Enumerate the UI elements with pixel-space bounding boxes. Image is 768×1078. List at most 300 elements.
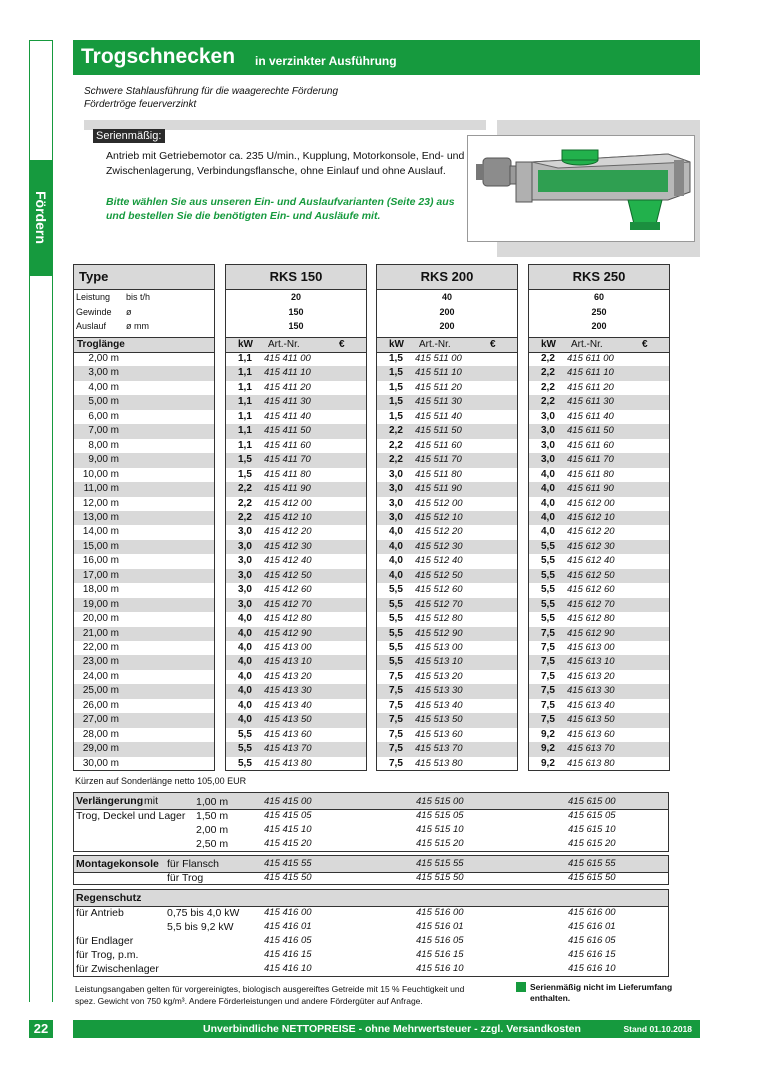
length-row bbox=[74, 395, 214, 410]
model-header bbox=[529, 265, 669, 290]
type-header-label: Type bbox=[79, 269, 109, 284]
length-row bbox=[74, 641, 214, 656]
art-number: 415 513 40 bbox=[415, 699, 463, 711]
regen-art: 415 416 01 bbox=[264, 921, 312, 932]
regen-art: 415 616 01 bbox=[568, 921, 616, 932]
model-row bbox=[226, 381, 366, 396]
model-row bbox=[226, 366, 366, 381]
regen-art: 415 416 05 bbox=[264, 935, 312, 946]
montage-art: 415 615 50 bbox=[568, 872, 616, 883]
verl-art: 415 415 00 bbox=[264, 796, 312, 807]
model-row bbox=[377, 381, 517, 396]
art-number: 415 511 80 bbox=[415, 468, 462, 480]
art-number: 415 511 40 bbox=[415, 410, 462, 422]
kw-value: 3,0 bbox=[541, 410, 555, 422]
art-number: 415 612 50 bbox=[567, 569, 615, 581]
art-number: 415 513 50 bbox=[415, 714, 463, 726]
length-value: 26,00 m bbox=[82, 699, 119, 711]
verl-art: 415 415 20 bbox=[264, 838, 312, 849]
kw-value: 3,0 bbox=[238, 526, 252, 538]
kw-value: 4,0 bbox=[541, 483, 555, 495]
kw-value: 1,5 bbox=[238, 454, 252, 466]
model-row bbox=[377, 554, 517, 569]
art-number: 415 413 60 bbox=[264, 728, 312, 740]
model-row bbox=[226, 699, 366, 714]
kw-value: 1,1 bbox=[238, 396, 252, 408]
art-number: 415 611 30 bbox=[567, 396, 614, 408]
length-row bbox=[74, 583, 214, 598]
art-number: 415 612 40 bbox=[567, 555, 615, 567]
model-spec: 60 bbox=[593, 292, 604, 302]
screw-conveyor-illustration bbox=[468, 136, 694, 241]
model-row bbox=[226, 468, 366, 483]
kw-value: 5,5 bbox=[541, 598, 555, 610]
verlaengerung-title-suffix: mit bbox=[144, 795, 158, 807]
kw-value: 1,5 bbox=[389, 353, 403, 364]
art-number: 415 611 10 bbox=[567, 367, 614, 379]
art-number: 415 411 40 bbox=[264, 410, 311, 422]
regen-art: 415 416 15 bbox=[264, 949, 312, 960]
art-number: 415 612 60 bbox=[567, 584, 615, 596]
model-row bbox=[377, 525, 517, 540]
legend-text: Serienmäßig nicht im Lieferumfang enthalten. bbox=[530, 982, 673, 1003]
product-image bbox=[467, 135, 695, 242]
art-number: 415 511 20 bbox=[415, 381, 462, 393]
art-number: 415 611 50 bbox=[567, 425, 614, 437]
montage-art: 415 615 55 bbox=[568, 858, 616, 869]
model-row bbox=[226, 482, 366, 497]
model-row bbox=[529, 569, 669, 584]
verlaengerung-block bbox=[73, 792, 669, 852]
model-row bbox=[226, 598, 366, 613]
model-row bbox=[529, 410, 669, 425]
length-value: 20,00 m bbox=[82, 613, 119, 625]
kw-value: 4,0 bbox=[541, 468, 555, 480]
kw-value: 4,0 bbox=[238, 656, 252, 668]
verl-size: 2,00 m bbox=[196, 824, 229, 836]
kw-value: 4,0 bbox=[389, 555, 403, 567]
art-number: 415 611 40 bbox=[567, 410, 614, 422]
verl-art: 415 515 10 bbox=[416, 824, 464, 835]
art-number: 415 411 30 bbox=[264, 396, 311, 408]
model-row bbox=[377, 670, 517, 685]
model-row bbox=[377, 699, 517, 714]
regen-art: 415 516 15 bbox=[416, 949, 464, 960]
regenschutz-block bbox=[73, 889, 669, 977]
model-row bbox=[529, 497, 669, 512]
model-row bbox=[377, 497, 517, 512]
model-row bbox=[529, 612, 669, 627]
length-value: 23,00 m bbox=[82, 656, 119, 668]
kw-value: 5,5 bbox=[541, 613, 555, 625]
kw-value: 1,1 bbox=[238, 410, 252, 422]
verl-art: 415 515 00 bbox=[416, 796, 464, 807]
model-row bbox=[529, 511, 669, 526]
art-number: 415 613 70 bbox=[567, 743, 615, 755]
art-number: 415 413 40 bbox=[264, 699, 312, 711]
length-row bbox=[74, 381, 214, 396]
kw-value: 2,2 bbox=[541, 353, 555, 364]
kw-value: 2,2 bbox=[389, 439, 403, 451]
model-row bbox=[529, 713, 669, 728]
model-row bbox=[226, 612, 366, 627]
kw-value: 3,0 bbox=[541, 454, 555, 466]
kw-value: 7,5 bbox=[541, 627, 555, 639]
model-row bbox=[377, 366, 517, 381]
length-row bbox=[74, 554, 214, 569]
art-number: 415 411 80 bbox=[264, 468, 311, 480]
length-value: 22,00 m bbox=[82, 642, 119, 653]
montage-art: 415 515 55 bbox=[416, 858, 464, 869]
kw-value: 9,2 bbox=[541, 728, 555, 740]
art-number: 415 413 50 bbox=[264, 714, 312, 726]
footer-bar bbox=[73, 1020, 700, 1038]
kw-value: 7,5 bbox=[541, 670, 555, 682]
art-number: 415 613 10 bbox=[567, 656, 615, 668]
length-row bbox=[74, 482, 214, 497]
kw-value: 2,2 bbox=[541, 381, 555, 393]
kw-value: 9,2 bbox=[541, 757, 555, 769]
art-number: 415 511 90 bbox=[415, 483, 462, 495]
kw-value: 1,5 bbox=[389, 410, 403, 422]
kw-value: 4,0 bbox=[238, 714, 252, 726]
art-number: 415 512 40 bbox=[415, 555, 463, 567]
length-value: 3,00 m bbox=[88, 367, 119, 379]
length-value: 14,00 m bbox=[82, 526, 119, 538]
model-row bbox=[529, 540, 669, 555]
kw-value: 3,0 bbox=[541, 425, 555, 437]
kw-value: 3,0 bbox=[238, 598, 252, 610]
length-value: 7,00 m bbox=[88, 425, 119, 437]
spec-label: Leistung bbox=[76, 292, 111, 302]
model-row bbox=[226, 583, 366, 598]
length-value: 13,00 m bbox=[82, 511, 119, 523]
model-row bbox=[529, 352, 669, 367]
model-row bbox=[226, 511, 366, 526]
kw-value: 7,5 bbox=[389, 757, 403, 769]
regen-label: für Antrieb bbox=[76, 907, 124, 919]
spec-unit: ø mm bbox=[126, 321, 149, 331]
model-row bbox=[377, 612, 517, 627]
art-number: 415 513 60 bbox=[415, 728, 463, 740]
model-row bbox=[226, 525, 366, 540]
length-row bbox=[74, 627, 214, 642]
model-row bbox=[226, 728, 366, 743]
model-spec: 200 bbox=[439, 306, 455, 317]
art-number: 415 412 60 bbox=[264, 584, 312, 596]
kw-value: 4,0 bbox=[238, 627, 252, 639]
length-row bbox=[74, 757, 214, 772]
montage-block bbox=[73, 855, 669, 885]
kw-value: 2,2 bbox=[238, 511, 252, 523]
art-number: 415 411 10 bbox=[264, 367, 311, 379]
length-value: 11,00 m bbox=[83, 483, 119, 495]
model-row bbox=[529, 699, 669, 714]
length-value: 10,00 m bbox=[82, 468, 119, 480]
length-row bbox=[74, 699, 214, 714]
model-row bbox=[529, 728, 669, 743]
length-value: 27,00 m bbox=[82, 714, 119, 726]
model-row bbox=[226, 540, 366, 555]
art-number: 415 413 80 bbox=[264, 757, 312, 769]
model-row bbox=[529, 598, 669, 613]
art-header: Art.-Nr. bbox=[268, 339, 300, 350]
kw-value: 4,0 bbox=[541, 526, 555, 538]
art-number: 415 411 60 bbox=[264, 439, 311, 451]
length-value: 19,00 m bbox=[82, 598, 119, 610]
model-row bbox=[377, 410, 517, 425]
kw-value: 5,5 bbox=[541, 584, 555, 596]
length-row bbox=[74, 713, 214, 728]
art-number: 415 512 00 bbox=[415, 497, 463, 509]
model-row bbox=[377, 395, 517, 410]
art-number: 415 412 20 bbox=[264, 526, 312, 538]
model-spec: 250 bbox=[591, 306, 607, 317]
length-value: 21,00 m bbox=[82, 627, 119, 639]
verl-art: 415 615 00 bbox=[568, 796, 616, 807]
model-spec: 200 bbox=[439, 321, 455, 331]
art-number: 415 513 70 bbox=[415, 743, 463, 755]
length-value: 8,00 m bbox=[88, 439, 119, 451]
art-number: 415 411 20 bbox=[264, 381, 311, 393]
kw-value: 4,0 bbox=[238, 699, 252, 711]
intro-line-2: Fördertröge feuerverzinkt bbox=[84, 99, 197, 110]
page-title: Trogschnecken bbox=[81, 45, 236, 68]
model-row bbox=[226, 713, 366, 728]
kw-value: 5,5 bbox=[238, 743, 252, 755]
kw-value: 3,0 bbox=[389, 497, 403, 509]
art-number: 415 513 30 bbox=[415, 685, 463, 697]
art-number: 415 512 70 bbox=[415, 598, 463, 610]
regen-art: 415 516 05 bbox=[416, 935, 464, 946]
length-value: 25,00 m bbox=[82, 685, 119, 697]
model-header bbox=[226, 265, 366, 290]
verl-size: 1,00 m bbox=[196, 796, 229, 808]
montage-art: 415 415 55 bbox=[264, 858, 312, 869]
model-row bbox=[377, 655, 517, 670]
art-number: 415 613 20 bbox=[567, 670, 615, 682]
page-number: 22 bbox=[29, 1020, 53, 1038]
regen-art: 415 516 00 bbox=[416, 907, 464, 918]
spec-unit: ø bbox=[126, 306, 132, 317]
model-table bbox=[376, 264, 518, 771]
art-number: 415 411 90 bbox=[264, 483, 311, 495]
model-row bbox=[529, 641, 669, 656]
art-number: 415 511 00 bbox=[415, 353, 462, 364]
kw-value: 3,0 bbox=[389, 483, 403, 495]
model-row bbox=[226, 670, 366, 685]
kw-value: 3,0 bbox=[238, 555, 252, 567]
kw-value: 1,1 bbox=[238, 367, 252, 379]
art-number: 415 611 60 bbox=[567, 439, 614, 451]
length-value: 28,00 m bbox=[82, 728, 119, 740]
art-number: 415 613 50 bbox=[567, 714, 615, 726]
kw-value: 1,1 bbox=[238, 439, 252, 451]
length-row bbox=[74, 453, 214, 468]
kw-value: 5,5 bbox=[389, 642, 403, 653]
model-row bbox=[226, 453, 366, 468]
model-row bbox=[377, 627, 517, 642]
kw-value: 4,0 bbox=[389, 540, 403, 552]
art-number: 415 612 20 bbox=[567, 526, 615, 538]
montage-art: 415 515 50 bbox=[416, 872, 464, 883]
verl-art: 415 415 10 bbox=[264, 824, 312, 835]
art-number: 415 412 30 bbox=[264, 540, 312, 552]
model-row bbox=[377, 511, 517, 526]
verlaengerung-label2: Trog, Deckel und Lager bbox=[76, 810, 186, 822]
model-spec: 200 bbox=[591, 321, 607, 331]
kw-value: 3,0 bbox=[541, 439, 555, 451]
footnote: Leistungsangaben gelten für vorgereinigtes, biologisch ausgereiftes Getreide mit 15 % Feuchtigkeit und spez. Gewicht von 750 kg/m³. Andere Förderleistungen und andere Fördergüter auf Anfrage. bbox=[75, 984, 465, 1006]
model-row bbox=[529, 482, 669, 497]
length-header-label: Troglänge bbox=[77, 339, 125, 350]
type-table bbox=[73, 264, 215, 771]
kw-header: kW bbox=[389, 339, 404, 350]
model-row bbox=[377, 352, 517, 367]
model-row bbox=[377, 713, 517, 728]
type-header bbox=[74, 265, 214, 290]
kw-value: 4,0 bbox=[389, 569, 403, 581]
length-row bbox=[74, 468, 214, 483]
art-number: 415 613 60 bbox=[567, 728, 615, 740]
art-number: 415 412 90 bbox=[264, 627, 312, 639]
regen-label: für Trog, p.m. bbox=[76, 949, 139, 961]
art-number: 415 512 60 bbox=[415, 584, 463, 596]
kw-value: 5,5 bbox=[541, 540, 555, 552]
regen-label: für Zwischenlager bbox=[76, 963, 159, 975]
model-name: RKS 150 bbox=[269, 269, 323, 284]
model-row bbox=[377, 641, 517, 656]
model-row bbox=[529, 468, 669, 483]
length-value: 4,00 m bbox=[88, 381, 119, 393]
kw-value: 7,5 bbox=[541, 699, 555, 711]
kw-value: 1,1 bbox=[238, 353, 252, 364]
art-number: 415 612 10 bbox=[567, 511, 615, 523]
model-spec: 150 bbox=[288, 306, 304, 317]
art-number: 415 511 70 bbox=[415, 454, 462, 466]
model-row bbox=[226, 757, 366, 772]
art-number: 415 612 70 bbox=[567, 598, 615, 610]
length-row bbox=[74, 540, 214, 555]
kw-value: 5,5 bbox=[389, 627, 403, 639]
eur-header: € bbox=[339, 339, 345, 350]
art-number: 415 513 20 bbox=[415, 670, 463, 682]
kw-value: 1,5 bbox=[389, 381, 403, 393]
model-row bbox=[377, 540, 517, 555]
regen-art: 415 416 00 bbox=[264, 907, 312, 918]
kw-value: 5,5 bbox=[389, 656, 403, 668]
verl-art: 415 615 05 bbox=[568, 810, 616, 821]
kw-value: 1,1 bbox=[238, 381, 252, 393]
art-number: 415 511 50 bbox=[415, 425, 462, 437]
model-spec: 40 bbox=[441, 292, 452, 302]
regen-label: für Endlager bbox=[76, 935, 134, 947]
kw-value: 2,2 bbox=[238, 483, 252, 495]
kw-value: 1,1 bbox=[238, 425, 252, 437]
art-number: 415 412 40 bbox=[264, 555, 312, 567]
regen-art: 415 516 01 bbox=[416, 921, 464, 932]
kw-value: 7,5 bbox=[541, 656, 555, 668]
art-number: 415 613 80 bbox=[567, 757, 615, 769]
model-row bbox=[226, 497, 366, 512]
model-row bbox=[377, 424, 517, 439]
regenschutz-header bbox=[74, 890, 668, 907]
length-value: 6,00 m bbox=[88, 410, 119, 422]
kw-value: 4,0 bbox=[238, 685, 252, 697]
kw-value: 7,5 bbox=[389, 670, 403, 682]
verl-art: 415 515 20 bbox=[416, 838, 464, 849]
kw-value: 4,0 bbox=[238, 642, 252, 653]
kw-value: 7,5 bbox=[541, 714, 555, 726]
regen-art: 415 616 00 bbox=[568, 907, 616, 918]
kw-value: 1,5 bbox=[389, 367, 403, 379]
art-number: 415 511 10 bbox=[415, 367, 462, 379]
model-row bbox=[377, 468, 517, 483]
length-row bbox=[74, 497, 214, 512]
model-row bbox=[226, 410, 366, 425]
art-number: 415 512 20 bbox=[415, 526, 463, 538]
regen-sub: 5,5 bis 9,2 kW bbox=[167, 921, 234, 933]
length-row bbox=[74, 598, 214, 613]
kw-value: 5,5 bbox=[541, 569, 555, 581]
length-row bbox=[74, 569, 214, 584]
length-value: 15,00 m bbox=[82, 540, 119, 552]
art-number: 415 512 90 bbox=[415, 627, 463, 639]
length-row bbox=[74, 366, 214, 381]
intro-line-1: Schwere Stahlausführung für die waagerechte Förderung bbox=[84, 86, 339, 97]
verl-art: 415 615 20 bbox=[568, 838, 616, 849]
art-number: 415 511 60 bbox=[415, 439, 462, 451]
model-table bbox=[225, 264, 367, 771]
kw-value: 2,2 bbox=[389, 454, 403, 466]
model-row bbox=[377, 598, 517, 613]
art-number: 415 613 30 bbox=[567, 685, 615, 697]
footer-date: Stand 01.10.2018 bbox=[623, 1024, 692, 1034]
art-number: 415 611 80 bbox=[567, 468, 614, 480]
verl-art: 415 615 10 bbox=[568, 824, 616, 835]
spec-label: Auslauf bbox=[76, 321, 107, 331]
art-number: 415 512 30 bbox=[415, 540, 463, 552]
model-row bbox=[226, 627, 366, 642]
art-number: 415 611 90 bbox=[567, 483, 614, 495]
side-tab-label: Fördern bbox=[33, 191, 49, 244]
kw-value: 7,5 bbox=[389, 699, 403, 711]
art-number: 415 612 80 bbox=[567, 613, 615, 625]
model-header bbox=[377, 265, 517, 290]
art-number: 415 412 50 bbox=[264, 569, 312, 581]
length-value: 5,00 m bbox=[88, 396, 119, 408]
length-value: 29,00 m bbox=[82, 743, 119, 755]
kw-value: 2,2 bbox=[238, 497, 252, 509]
length-value: 9,00 m bbox=[88, 454, 119, 466]
art-number: 415 412 80 bbox=[264, 613, 312, 625]
kw-value: 1,5 bbox=[238, 468, 252, 480]
model-row bbox=[226, 554, 366, 569]
art-number: 415 512 10 bbox=[415, 511, 463, 523]
model-row bbox=[529, 381, 669, 396]
montage-label: für Flansch bbox=[167, 858, 219, 870]
art-number: 415 613 00 bbox=[567, 642, 615, 653]
art-header: Art.-Nr. bbox=[571, 339, 603, 350]
length-value: 18,00 m bbox=[82, 584, 119, 596]
model-row bbox=[529, 684, 669, 699]
length-row bbox=[74, 525, 214, 540]
model-row bbox=[377, 684, 517, 699]
art-number: 415 512 80 bbox=[415, 613, 463, 625]
kw-value: 7,5 bbox=[389, 728, 403, 740]
art-number: 415 413 00 bbox=[264, 642, 312, 653]
model-row bbox=[226, 424, 366, 439]
